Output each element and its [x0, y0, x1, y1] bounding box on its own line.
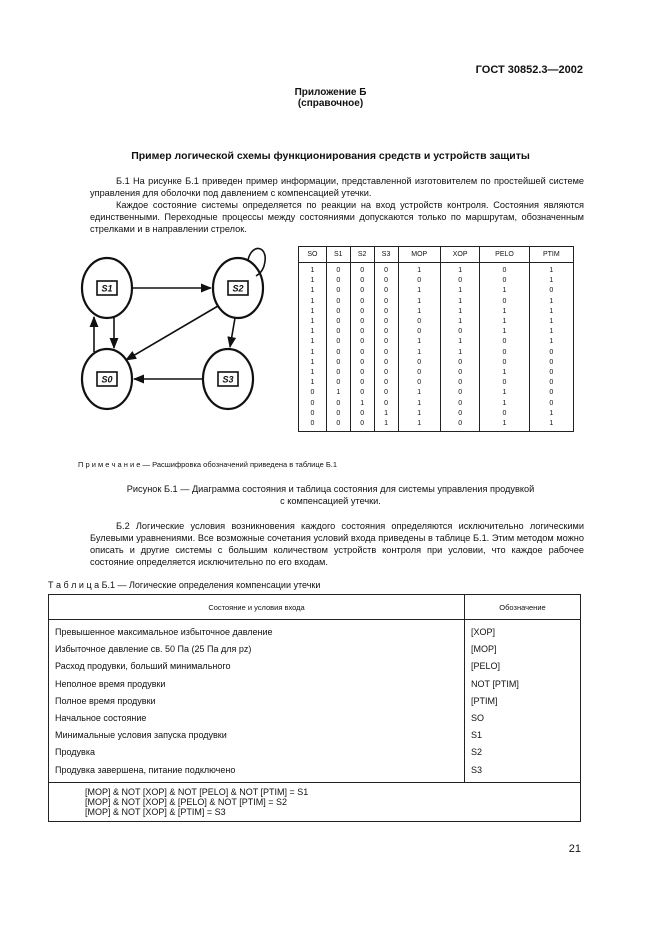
table-cell: 1 — [529, 276, 573, 286]
state-s3-label: S3 — [222, 374, 234, 385]
table-b1 — [48, 594, 581, 822]
table-cell: 0 — [350, 307, 374, 317]
table-cell: 1 — [480, 368, 529, 378]
table-cell: 0 — [350, 317, 374, 327]
state-s2-label: S2 — [232, 283, 244, 294]
table-cell: 1 — [299, 307, 327, 317]
table-cell: 1 — [398, 409, 440, 419]
table-row — [299, 337, 574, 347]
table-cell: 0 — [326, 358, 350, 368]
table-row — [299, 327, 574, 337]
table-cell: 0 — [374, 399, 398, 409]
table-row — [299, 419, 574, 432]
table-cell: 0 — [440, 358, 479, 368]
table-cell: 0 — [480, 348, 529, 358]
condition-cell: Расход продувки, больший минимального — [49, 658, 465, 675]
table-cell: 1 — [529, 297, 573, 307]
paragraph-states: Каждое состояние системы определяется по реакции на вход устройств контроля. Состояния являются единственными. Переходные процессы между состояниями допускаются только по маршрутам, обозначенным стрелками и в направлении стрелок. — [90, 200, 584, 234]
table-cell: 0 — [350, 276, 374, 286]
table-cell: 1 — [398, 307, 440, 317]
table-cell: 0 — [374, 348, 398, 358]
table-cell: 1 — [299, 276, 327, 286]
table-cell: 1 — [480, 307, 529, 317]
table-cell: 1 — [350, 399, 374, 409]
table-cell: 1 — [529, 327, 573, 337]
table-cell: 0 — [326, 409, 350, 419]
table-cell: 1 — [440, 297, 479, 307]
state-table-header — [299, 247, 574, 263]
arrow-s2-s0 — [126, 306, 218, 360]
table-cell: 0 — [326, 297, 350, 307]
table-row — [299, 263, 574, 277]
table-row — [299, 409, 574, 419]
table-cell: 0 — [350, 348, 374, 358]
table-cell: 0 — [326, 348, 350, 358]
table-row — [299, 368, 574, 378]
table-row — [299, 297, 574, 307]
table-cell: 0 — [480, 409, 529, 419]
formulas-cell — [49, 782, 581, 821]
table-cell: 1 — [480, 419, 529, 432]
table-cell: 1 — [480, 399, 529, 409]
note: П р и м е ч а н и е — Расшифровка обозначений приведена в таблице Б.1 — [78, 460, 338, 469]
state-table — [298, 246, 574, 432]
table-row — [299, 307, 574, 317]
paragraph-b2-block — [90, 520, 584, 568]
table-cell: 0 — [374, 317, 398, 327]
table-cell: 0 — [480, 378, 529, 388]
table-cell: 0 — [440, 378, 479, 388]
condition-cell: Продувка — [49, 744, 465, 761]
table-cell: 1 — [529, 307, 573, 317]
table-row — [49, 744, 581, 761]
table-cell: 1 — [529, 419, 573, 432]
table-cell: 0 — [374, 286, 398, 296]
col-header-designation: Обозначение — [465, 595, 581, 620]
state-s0-label: S0 — [101, 374, 113, 385]
designation-cell: SO — [465, 710, 581, 727]
table-cell: 1 — [529, 409, 573, 419]
col-header: S2 — [350, 247, 374, 263]
annex-subtitle: (справочное) — [297, 98, 364, 109]
table-cell: 1 — [529, 263, 573, 277]
annex-heading — [0, 87, 661, 109]
annex-title: Приложение Б — [294, 87, 367, 98]
table-cell: 1 — [299, 297, 327, 307]
intro-text — [90, 175, 584, 235]
table-cell: 0 — [440, 276, 479, 286]
table-cell: 0 — [440, 327, 479, 337]
designation-cell: [PELO] — [465, 658, 581, 675]
table-cell: 0 — [326, 317, 350, 327]
col-header-condition: Состояние и условия входа — [49, 595, 465, 620]
col-header: PTIM — [529, 247, 573, 263]
table-cell: 0 — [326, 337, 350, 347]
table-cell: 1 — [529, 337, 573, 347]
table-cell: 0 — [326, 276, 350, 286]
condition-cell: Неполное время продувки — [49, 676, 465, 693]
table-cell: 0 — [374, 297, 398, 307]
table-cell: 0 — [398, 317, 440, 327]
col-header: MOP — [398, 247, 440, 263]
table-cell: 1 — [299, 368, 327, 378]
table-cell: 1 — [398, 337, 440, 347]
table-cell: 1 — [398, 388, 440, 398]
table-cell: 0 — [398, 368, 440, 378]
table-row — [49, 762, 581, 783]
table-cell: 0 — [374, 368, 398, 378]
boolean-formula: [MOP] & NOT [XOP] & [PELO] & NOT [PTIM] = S2 — [85, 796, 287, 807]
table-b1-header — [49, 595, 581, 620]
designation-cell: NOT [PTIM] — [465, 676, 581, 693]
table-cell: 0 — [529, 368, 573, 378]
table-cell: 0 — [529, 358, 573, 368]
col-header: S1 — [326, 247, 350, 263]
table-cell: 0 — [440, 419, 479, 432]
table-row — [299, 348, 574, 358]
condition-cell: Превышенное максимальное избыточное давление — [49, 620, 465, 642]
table-cell: 0 — [299, 409, 327, 419]
table-cell: 1 — [299, 348, 327, 358]
table-row — [49, 693, 581, 710]
table-row — [49, 658, 581, 675]
table-b1-title: Т а б л и ц а Б.1 — Логические определения компенсации утечки — [48, 580, 321, 590]
table-cell: 0 — [374, 337, 398, 347]
condition-cell: Начальное состояние — [49, 710, 465, 727]
table-cell: 1 — [299, 317, 327, 327]
boolean-formula: [MOP] & NOT [XOP] & NOT [PELO] & NOT [PTIM] = S1 — [85, 786, 309, 797]
table-cell: 0 — [398, 276, 440, 286]
table-cell: 0 — [529, 388, 573, 398]
col-header: S3 — [374, 247, 398, 263]
table-cell: 0 — [350, 327, 374, 337]
table-cell: 0 — [374, 307, 398, 317]
col-header: SO — [299, 247, 327, 263]
paragraph-b1: Б.1 На рисунке Б.1 приведен пример информации, представленной изготовителем по простейшей системе управления для оболочки под давлением с компенсацией утечки. — [90, 176, 584, 198]
table-cell: 0 — [326, 399, 350, 409]
table-cell: 1 — [398, 286, 440, 296]
table-cell: 0 — [480, 337, 529, 347]
table-cell: 1 — [326, 388, 350, 398]
table-cell: 0 — [326, 368, 350, 378]
table-cell: 1 — [480, 317, 529, 327]
table-cell: 1 — [299, 378, 327, 388]
table-cell: 1 — [374, 419, 398, 432]
figure-caption-line: с компенсацией утечки. — [280, 496, 381, 506]
paragraph-b2: Б.2 Логические условия возникновения каждого состояния определяются исключительно логическими Булевыми уравнениями. Все возможные сочетания условий входа приведены в таблице Б.1. Этим методом можно описать и другие системы с большим количеством устройств контроля при условии, что каждое рабочее состояние определяется исключительно по его входам. — [90, 521, 584, 567]
table-cell: 1 — [480, 327, 529, 337]
table-row — [49, 676, 581, 693]
table-cell: 1 — [299, 358, 327, 368]
table-cell: 1 — [529, 317, 573, 327]
section-heading: Пример логической схемы функционирования средств и устройств защиты — [131, 150, 530, 162]
table-cell: 0 — [440, 399, 479, 409]
table-cell: 1 — [299, 327, 327, 337]
table-row — [299, 358, 574, 368]
table-cell: 1 — [440, 337, 479, 347]
table-cell: 1 — [299, 263, 327, 277]
designation-cell: S2 — [465, 744, 581, 761]
formulas-row — [49, 782, 581, 821]
table-cell: 0 — [398, 358, 440, 368]
condition-cell: Избыточное давление св. 50 Па (25 Па для pz) — [49, 641, 465, 658]
table-cell: 0 — [350, 263, 374, 277]
table-cell: 0 — [350, 388, 374, 398]
table-cell: 0 — [374, 276, 398, 286]
table-row — [49, 641, 581, 658]
table-cell: 0 — [529, 378, 573, 388]
table-cell: 0 — [350, 419, 374, 432]
table-row — [299, 276, 574, 286]
table-cell: 0 — [326, 327, 350, 337]
table-row — [299, 399, 574, 409]
table-cell: 0 — [529, 286, 573, 296]
table-cell: 0 — [440, 388, 479, 398]
designation-cell: S1 — [465, 727, 581, 744]
table-cell: 1 — [299, 286, 327, 296]
table-cell: 0 — [374, 388, 398, 398]
page-number: 21 — [568, 843, 581, 855]
table-cell: 0 — [350, 286, 374, 296]
condition-cell: Продувка завершена, питание подключено — [49, 762, 465, 783]
table-cell: 0 — [350, 378, 374, 388]
state-diagram — [70, 240, 290, 435]
table-cell: 1 — [440, 348, 479, 358]
table-cell: 0 — [350, 358, 374, 368]
table-row — [49, 727, 581, 744]
table-cell: 1 — [398, 419, 440, 432]
table-cell: 0 — [480, 276, 529, 286]
table-cell: 0 — [326, 286, 350, 296]
table-cell: 0 — [299, 399, 327, 409]
table-cell: 0 — [480, 358, 529, 368]
condition-cell: Полное время продувки — [49, 693, 465, 710]
boolean-formula: [MOP] & NOT [XOP] & [PTIM] = S3 — [85, 806, 226, 817]
table-cell: 0 — [350, 368, 374, 378]
table-cell: 1 — [299, 337, 327, 347]
table-cell: 0 — [326, 307, 350, 317]
table-row — [299, 388, 574, 398]
table-cell: 0 — [440, 409, 479, 419]
table-cell: 0 — [374, 327, 398, 337]
table-cell: 0 — [326, 378, 350, 388]
table-cell: 1 — [398, 263, 440, 277]
table-cell: 1 — [440, 263, 479, 277]
table-cell: 1 — [480, 286, 529, 296]
table-cell: 0 — [350, 337, 374, 347]
table-cell: 0 — [440, 368, 479, 378]
col-header: PELO — [480, 247, 529, 263]
designation-cell: [PTIM] — [465, 693, 581, 710]
table-cell: 0 — [529, 399, 573, 409]
table-row — [299, 286, 574, 296]
table-row — [49, 710, 581, 727]
figure-caption — [0, 483, 661, 507]
table-cell: 0 — [299, 388, 327, 398]
table-cell: 1 — [398, 399, 440, 409]
table-cell: 0 — [529, 348, 573, 358]
designation-cell: [MOP] — [465, 641, 581, 658]
table-cell: 1 — [440, 307, 479, 317]
table-cell: 0 — [398, 327, 440, 337]
table-cell: 0 — [374, 378, 398, 388]
arrow-s2-s3 — [230, 318, 235, 347]
table-cell: 0 — [350, 297, 374, 307]
table-cell: 0 — [480, 263, 529, 277]
table-cell: 1 — [398, 348, 440, 358]
table-cell: 0 — [350, 409, 374, 419]
table-row — [299, 317, 574, 327]
col-header: XOP — [440, 247, 479, 263]
table-row — [49, 620, 581, 642]
designation-cell: S3 — [465, 762, 581, 783]
table-cell: 0 — [299, 419, 327, 432]
table-row — [299, 378, 574, 388]
table-cell: 0 — [374, 358, 398, 368]
table-cell: 0 — [398, 378, 440, 388]
table-cell: 0 — [480, 297, 529, 307]
figure-caption-line: Рисунок Б.1 — Диаграмма состояния и таблица состояния для системы управления продувкой — [126, 484, 535, 494]
table-cell: 1 — [480, 388, 529, 398]
table-cell: 1 — [440, 286, 479, 296]
condition-cell: Минимальные условия запуска продувки — [49, 727, 465, 744]
table-cell: 1 — [398, 297, 440, 307]
designation-cell: [XOP] — [465, 620, 581, 642]
table-cell: 0 — [326, 263, 350, 277]
table-cell: 1 — [374, 409, 398, 419]
table-cell: 1 — [440, 317, 479, 327]
table-cell: 0 — [326, 419, 350, 432]
table-cell: 0 — [374, 263, 398, 277]
standard-number: ГОСТ 30852.3—2002 — [475, 64, 583, 76]
state-s1-label: S1 — [101, 283, 113, 294]
